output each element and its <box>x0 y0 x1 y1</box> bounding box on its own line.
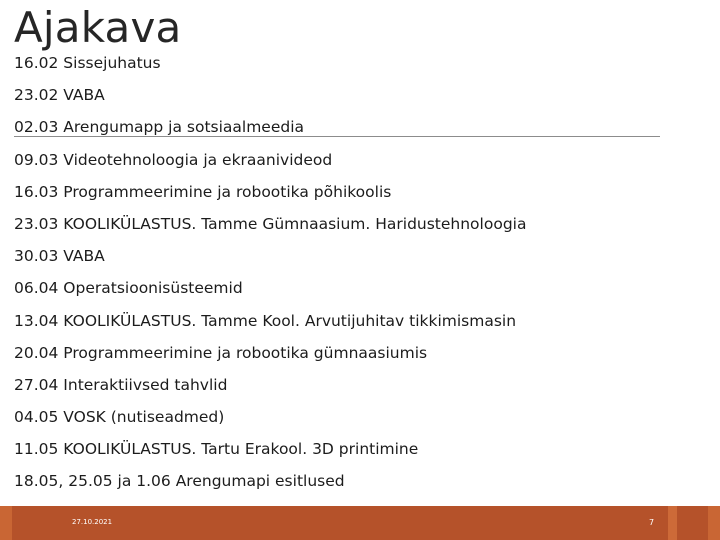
schedule-item: 23.03 KOOLIKÜLASTUS. Tamme Gümnaasium. Haridustehnoloogia <box>14 214 527 233</box>
horizontal-divider <box>14 136 660 137</box>
schedule-item: 16.03 Programmeerimine ja robootika põhikoolis <box>14 182 392 201</box>
footer-date: 27.10.2021 <box>72 518 113 526</box>
schedule-list <box>14 51 674 502</box>
schedule-item: 30.03 VABA <box>14 247 105 266</box>
slide-number: 7 <box>649 518 655 527</box>
schedule-item: 09.03 Videotehnoloogia ja ekraanivideod <box>14 150 333 169</box>
slide-title: Ajakava <box>14 3 182 52</box>
schedule-item: 11.05 KOOLIKÜLASTUS. Tartu Erakool. 3D printimine <box>14 440 419 459</box>
footer-accent-right <box>708 506 720 540</box>
schedule-item: 06.04 Operatsioonisüsteemid <box>14 279 243 298</box>
footer-accent-left <box>0 506 12 540</box>
schedule-item: 04.05 VOSK (nutiseadmed) <box>14 408 225 427</box>
footer-accent-mid <box>668 506 677 540</box>
schedule-item: 27.04 Interaktiivsed tahvlid <box>14 375 228 394</box>
footer-bar <box>0 506 720 540</box>
schedule-item: 02.03 Arengumapp ja sotsiaalmeedia <box>14 118 305 137</box>
schedule-item: 20.04 Programmeerimine ja robootika gümnaasiumis <box>14 343 428 362</box>
schedule-item: 16.02 Sissejuhatus <box>14 54 161 72</box>
schedule-item: 13.04 KOOLIKÜLASTUS. Tamme Kool. Arvutijuhitav tikkimismasin <box>14 311 517 330</box>
schedule-item: 18.05, 25.05 ja 1.06 Arengumapi esitlused <box>14 472 345 491</box>
schedule-item: 23.02 VABA <box>14 86 105 105</box>
